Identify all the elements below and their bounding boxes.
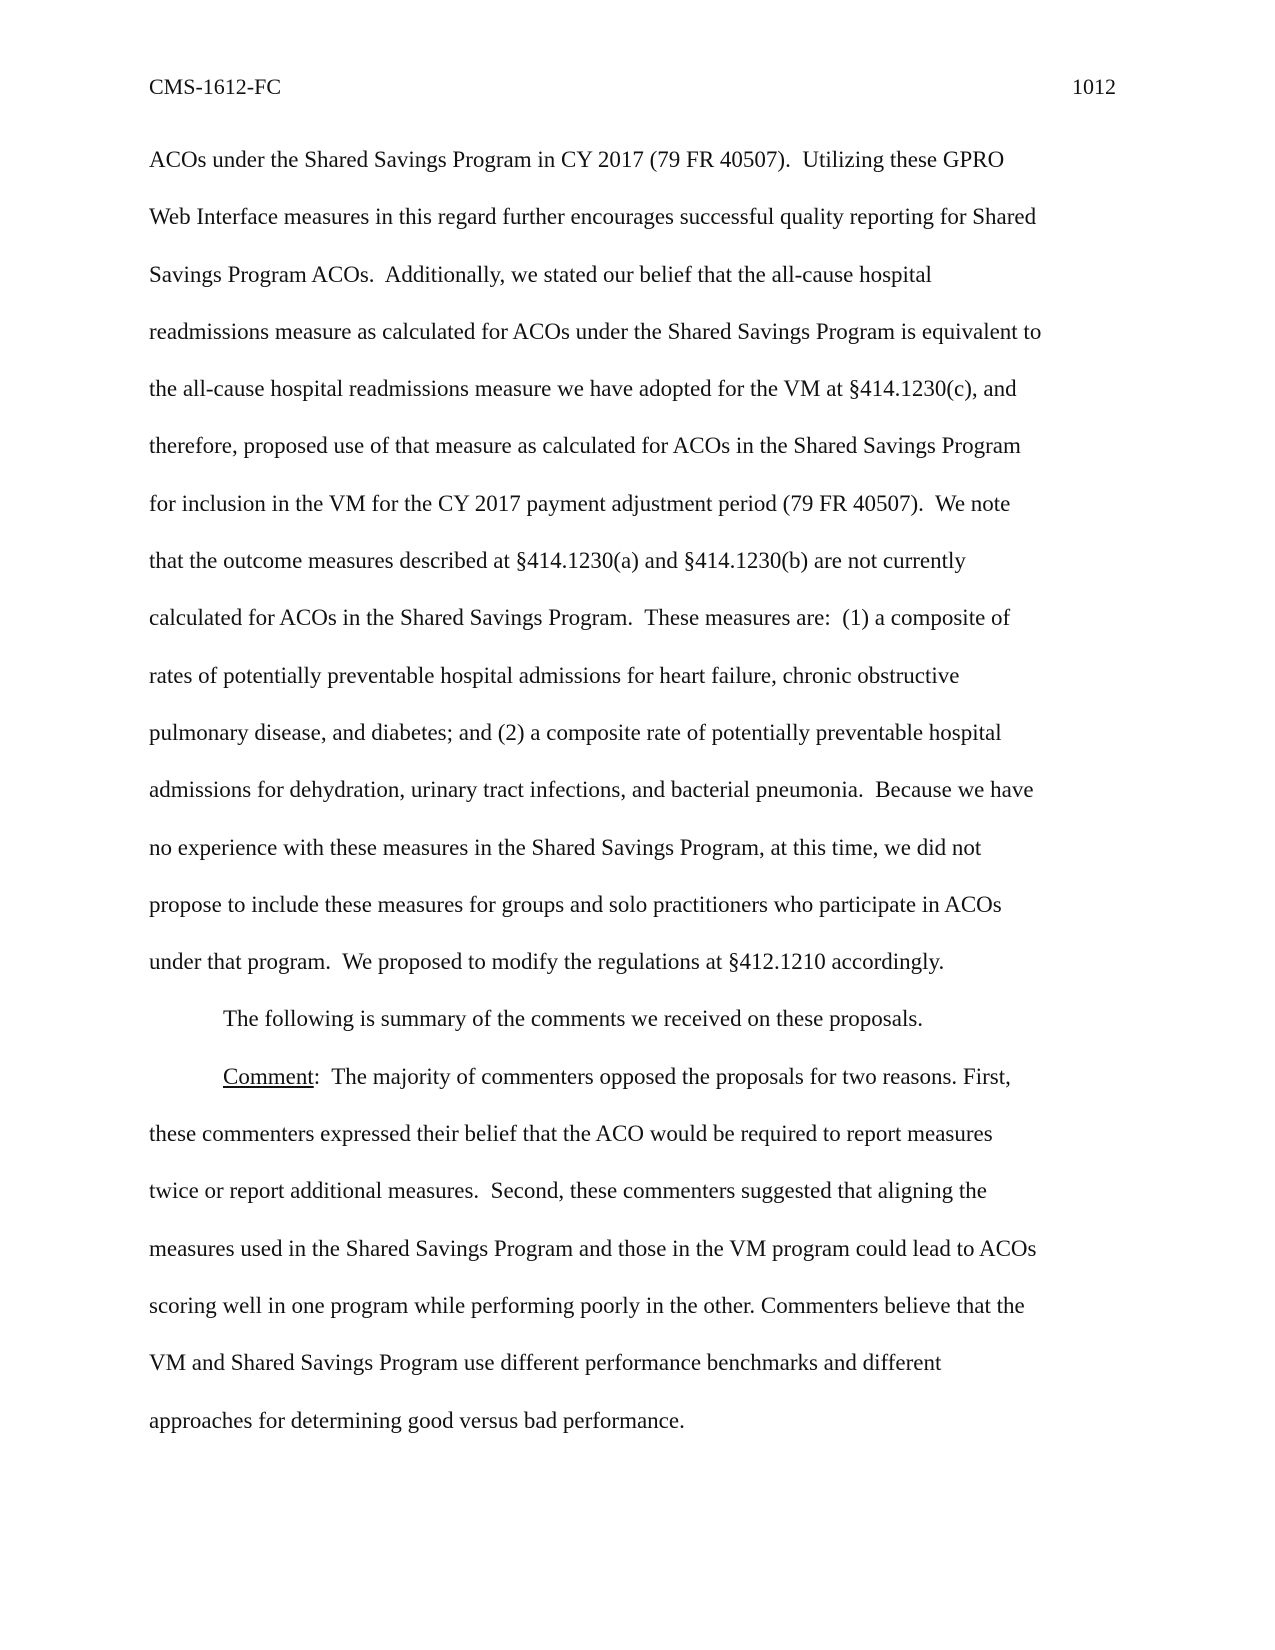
text-line: admissions for dehydration, urinary tract infections, and bacterial pneumonia. Because we have bbox=[149, 777, 1034, 803]
comment-line: measures used in the Shared Savings Program and those in the VM program could lead to ACOs bbox=[149, 1235, 1037, 1261]
page-header bbox=[149, 72, 1116, 102]
text-line: therefore, proposed use of that measure as calculated for ACOs in the Shared Savings Program bbox=[149, 433, 1021, 459]
text-line: ACOs under the Shared Savings Program in CY 2017 (79 FR 40507). Utilizing these GPRO bbox=[149, 147, 1005, 172]
document-id: CMS-1612-FC bbox=[149, 74, 282, 99]
page-number: 1012 bbox=[1072, 74, 1116, 99]
text-line: calculated for ACOs in the Shared Savings Program. These measures are: (1) a composite of bbox=[149, 605, 1011, 631]
comment-line: these commenters expressed their belief that the ACO would be required to report measures bbox=[149, 1121, 993, 1147]
summary-line: The following is summary of the comments we received on these proposals. bbox=[223, 1006, 924, 1032]
text-line: readmissions measure as calculated for ACOs under the Shared Savings Program is equivalent to bbox=[149, 318, 1042, 344]
text-line: rates of potentially preventable hospital admissions for heart failure, chronic obstructive bbox=[149, 662, 960, 688]
comment-first-line bbox=[149, 1062, 1124, 1119]
comment-text: : The majority of commenters opposed the proposals for two reasons. First, bbox=[313, 1063, 1011, 1089]
text-line: for inclusion in the VM for the CY 2017 payment adjustment period (79 FR 40507). We note bbox=[149, 490, 1011, 516]
comment-line: VM and Shared Savings Program use different performance benchmarks and different bbox=[149, 1350, 942, 1376]
comment-line: approaches for determining good versus bad performance. bbox=[149, 1407, 685, 1433]
text-line: no experience with these measures in the Shared Savings Program, at this time, we did not bbox=[149, 834, 982, 860]
comment-line: scoring well in one program while performing poorly in the other. Commenters believe that the bbox=[149, 1292, 1025, 1318]
text-line: that the outcome measures described at §414.1230(a) and §414.1230(b) are not currently bbox=[149, 548, 966, 574]
text-line: pulmonary disease, and diabetes; and (2) a composite rate of potentially preventable hospital bbox=[149, 719, 1002, 745]
text-line: propose to include these measures for groups and solo practitioners who participate in ACOs bbox=[149, 891, 1002, 917]
text-line: the all-cause hospital readmissions measure we have adopted for the VM at §414.1230(c), and bbox=[149, 376, 1017, 402]
text-line: under that program. We proposed to modify the regulations at §412.1210 accordingly. bbox=[149, 949, 945, 975]
text-line: Web Interface measures in this regard further encourages successful quality reporting for Shared bbox=[149, 204, 1037, 230]
comment-label: Comment bbox=[223, 1063, 314, 1089]
comment-line: twice or report additional measures. Second, these commenters suggested that aligning the bbox=[149, 1178, 987, 1204]
text-line: Savings Program ACOs. Additionally, we stated our belief that the all-cause hospital bbox=[149, 261, 932, 287]
body-text bbox=[149, 145, 1124, 1463]
